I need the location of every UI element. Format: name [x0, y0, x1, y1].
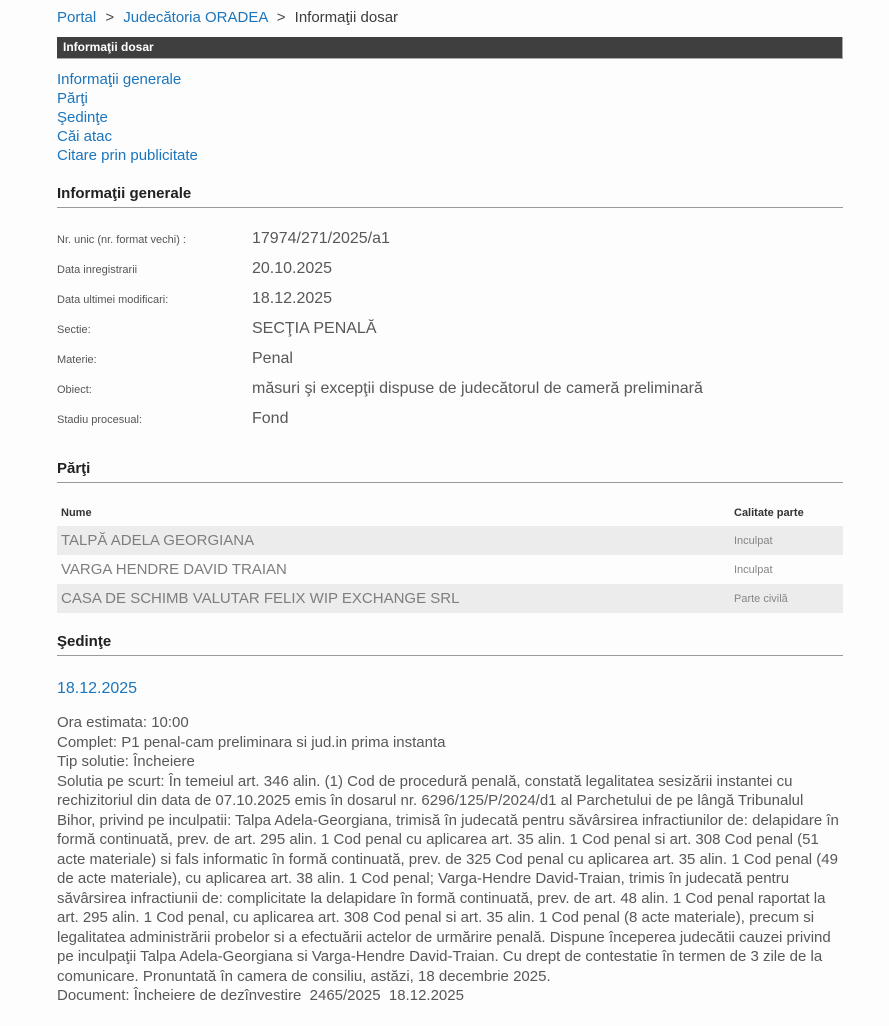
hearing-tip-solutie: Tip solutie: Încheiere [57, 753, 195, 770]
hearing-details [57, 713, 843, 1006]
hearing-ora-estimata: Ora estimata: 10:00 [57, 714, 189, 731]
nav-link-parti[interactable]: Părţi [57, 90, 88, 107]
party-quality: Inculpat [734, 563, 773, 576]
field-label: Nr. unic (nr. format vechi) : [57, 234, 186, 246]
breadcrumb-current: Informaţii dosar [294, 9, 399, 26]
field-row-data-inregistrarii [57, 260, 843, 290]
breadcrumb-separator: > [105, 9, 115, 26]
nav-link-citare-publicitate[interactable]: Citare prin publicitate [57, 147, 198, 164]
field-row-obiect [57, 380, 843, 410]
section-nav [57, 70, 843, 165]
field-value: 20.10.2025 [252, 260, 333, 277]
party-name: VARGA HENDRE DAVID TRAIAN [61, 561, 287, 578]
field-row-nr-unic [57, 230, 843, 260]
hearings-heading: Şedinţe [57, 633, 843, 656]
hearing-document: Document: Încheiere de dezînvestire 2465/2025 18.12.2025 [57, 987, 464, 1004]
hearing-solutia-pe-scurt: Solutia pe scurt: În temeiul art. 346 alin. (1) Cod de procedură penală, constată legalitatea sesizării instantei cu rechizitoriul din data de 07.10.2025 emis în dosarul nr. 6296/125/P/2024/d1 al Parchetului de pe lângă Tribunalul Bihor, privind pe inculpatii: Talpa Adela-Georgiana, trimisă în judecată pentru săvârsirea infractiunilor de: delapidare în formă continuată, prev. de art. 295 alin. 1 Cod penal cu aplicarea art. 35 alin. 1 Cod penal si art. 308 Cod penal (51 acte materiale) si fals informatic în formă continuată, prev. de 325 Cod penal cu aplicarea art. 35 alin. 1 Cod penal (49 de acte materiale), cu aplicarea art. 38 alin. 1 Cod penal; Varga-Hendre David-Traian, trimis în judecată pentru săvârsirea infractiunii de: complicitate la delapidare în formă continuată, prev. de art. 48 alin. 1 Cod penal raportat la art. 295 alin. 1 Cod penal, cu aplicarea art. 308 Cod penal si art. 35 alin. 1 Cod penal (8 acte materiale), precum si legalitatea administrării probelor si a efectuării actelor de urmărire penală. Dispune începerea judecătii cauzei privind pe inculpaţii Talpa Adela-Georgiana si Varga-Hendre David-Traian. Cu drept de contestatie în termen de 3 zile de la comunicare. Pronuntată în camera de consiliu, astăzi, 18 decembrie 2025. [57, 772, 844, 985]
breadcrumb-portal-link[interactable]: Portal [57, 9, 97, 26]
party-name: TALPĂ ADELA GEORGIANA [61, 532, 255, 549]
field-row-stadiu [57, 410, 843, 440]
parties-heading: Părţi [57, 460, 843, 483]
table-row [57, 526, 843, 555]
table-row [57, 555, 843, 584]
breadcrumb-court-link[interactable]: Judecătoria ORADEA [123, 9, 268, 26]
field-row-materie [57, 350, 843, 380]
field-value: SECŢIA PENALĂ [252, 320, 377, 337]
field-value: măsuri şi excepţii dispuse de judecătorul de cameră preliminară [252, 380, 703, 397]
general-info-heading: Informaţii generale [57, 185, 843, 208]
field-value: 17974/271/2025/a1 [252, 230, 390, 247]
parties-table-header-row [57, 507, 843, 526]
field-value: Penal [252, 350, 293, 367]
field-value: Fond [252, 410, 289, 427]
field-label: Data ultimei modificari: [57, 294, 169, 306]
nav-link-informatii-generale[interactable]: Informaţii generale [57, 71, 182, 88]
nav-link-cai-atac[interactable]: Căi atac [57, 128, 113, 145]
page-title-bar: Informaţii dosar [57, 37, 843, 59]
parties-table [57, 507, 843, 613]
hearing-date-link[interactable]: 18.12.2025 [57, 680, 138, 697]
breadcrumb-separator: > [276, 9, 286, 26]
column-header-calitate-parte: Calitate parte [734, 507, 804, 519]
field-label: Obiect: [57, 384, 92, 396]
general-info-fields [57, 230, 843, 440]
nav-link-sedinte[interactable]: Şedinţe [57, 109, 108, 126]
party-quality: Inculpat [734, 534, 773, 547]
field-label: Materie: [57, 354, 97, 366]
field-row-data-modificari [57, 290, 843, 320]
party-quality: Parte civilă [734, 592, 788, 605]
breadcrumb [57, 8, 843, 28]
table-row [57, 584, 843, 613]
field-row-sectie [57, 320, 843, 350]
field-label: Sectie: [57, 324, 91, 336]
hearing-complet: Complet: P1 penal-cam preliminara si jud.in prima instanta [57, 733, 446, 751]
field-label: Stadiu procesual: [57, 414, 142, 426]
party-name: CASA DE SCHIMB VALUTAR FELIX WIP EXCHANGE SRL [61, 590, 460, 607]
field-value: 18.12.2025 [252, 290, 333, 307]
field-label: Data inregistrarii [57, 264, 138, 276]
hearing-date [57, 679, 843, 699]
column-header-nume: Nume [61, 507, 92, 519]
